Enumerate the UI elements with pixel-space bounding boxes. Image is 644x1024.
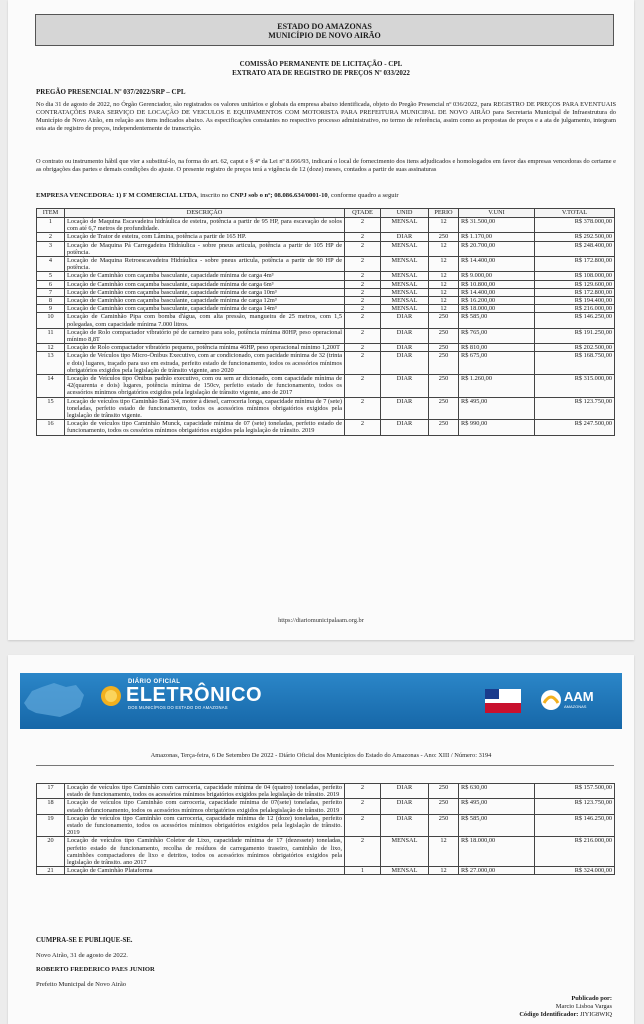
- row-period: 250: [429, 799, 459, 814]
- table-row: [37, 257, 615, 272]
- table-row: [37, 784, 615, 799]
- row-unit: DIAR: [381, 352, 429, 375]
- table-row: [37, 397, 615, 420]
- row-item: 15: [37, 397, 65, 420]
- items-table: [36, 208, 615, 436]
- row-item: 2: [37, 233, 65, 241]
- row-unit: MENSAL: [381, 305, 429, 313]
- table-row: [37, 867, 615, 875]
- row-description: Locação de Caminhão Pipa com bomba d'água, com alta pressão, mangueira de 25 metros, com 1,5 polegadas, com capacidade mínima 7.000 litros.: [65, 313, 345, 328]
- winning-company: [36, 192, 399, 199]
- row-description: Locação de Caminhão com caçamba basculante, capacidade mínima de carga 10m³: [65, 288, 345, 296]
- row-unit: MENSAL: [381, 272, 429, 280]
- row-description: Locação de Trator de esteira, com Lâmina, potência a partir de 165 HP.: [65, 233, 345, 241]
- table-row: [37, 328, 615, 343]
- row-item: 11: [37, 328, 65, 343]
- row-unit: MENSAL: [381, 241, 429, 256]
- col-unit: UNID: [381, 209, 429, 218]
- company-name: EMPRESA VENCEDORA: 1) F M COMERCIAL LTDA: [36, 192, 197, 199]
- row-item: 8: [37, 297, 65, 305]
- amazonas-map-icon: [20, 673, 90, 729]
- row-unit-value: R$ 20.700,00: [459, 241, 535, 256]
- row-description: Locação de Maquina Retroescavadeira Hidráulica - sobre pneus articula, potência a partir de 90 HP de potência.: [65, 257, 345, 272]
- row-period: 12: [429, 288, 459, 296]
- logo-big: ELETRÔNICO: [126, 684, 263, 706]
- row-quantity: 2: [345, 297, 381, 305]
- row-description: Locação de veículos tipo Caminhão com carroceria, capacidade mínima de 07(sete) toneladas, perfeito estado defuncionamento, todos os acessórios mínimos obrigatórios exigidos pelalegislação de trânsito. 2019: [65, 799, 345, 814]
- row-total-value: R$ 123.750,00: [535, 397, 615, 420]
- row-item: 18: [37, 799, 65, 814]
- row-quantity: 2: [345, 241, 381, 256]
- pregao-title: PREGÃO PRESENCIAL Nº 037/2022/SRP – CPL: [36, 88, 186, 96]
- row-period: 12: [429, 305, 459, 313]
- published-name: Marcio Lisboa Vargas: [555, 1003, 612, 1010]
- table-row: [37, 280, 615, 288]
- code-label: Código Identificador:: [519, 1011, 579, 1018]
- logo-small: DIÁRIO OFICIAL: [128, 679, 181, 685]
- table-row: [37, 352, 615, 375]
- row-unit: DIAR: [381, 397, 429, 420]
- table-row: [37, 297, 615, 305]
- table-row: [37, 420, 615, 435]
- row-quantity: 2: [345, 784, 381, 799]
- company-end: , conforme quadro a seguir: [327, 192, 399, 199]
- row-description: Locação de Caminhão com caçamba basculante, capacidade mínima de carga 14m³: [65, 305, 345, 313]
- row-unit-value: R$ 810,00: [459, 344, 535, 352]
- row-quantity: 2: [345, 288, 381, 296]
- row-period: 250: [429, 352, 459, 375]
- row-period: 12: [429, 297, 459, 305]
- row-unit: DIAR: [381, 814, 429, 837]
- col-quantity: QTADE: [345, 209, 381, 218]
- document-page-2: [8, 655, 634, 1024]
- publication-info: [519, 995, 612, 1019]
- row-period: 250: [429, 375, 459, 398]
- aam-subtext: AMAZONAS: [564, 704, 587, 709]
- row-quantity: 2: [345, 257, 381, 272]
- table-row: [37, 344, 615, 352]
- signatory-role: Prefeito Municipal de Novo Airão: [36, 981, 127, 988]
- row-total-value: R$ 146.250,00: [535, 313, 615, 328]
- row-item: 9: [37, 305, 65, 313]
- row-item: 16: [37, 420, 65, 435]
- row-quantity: 2: [345, 313, 381, 328]
- aam-logo: [540, 687, 610, 717]
- row-item: 13: [37, 352, 65, 375]
- code-value: JIYIG8WIQ: [580, 1011, 612, 1018]
- row-total-value: R$ 191.250,00: [535, 328, 615, 343]
- row-unit-value: R$ 495,00: [459, 397, 535, 420]
- table-row: [37, 272, 615, 280]
- row-unit: DIAR: [381, 328, 429, 343]
- row-unit-value: R$ 675,00: [459, 352, 535, 375]
- diario-banner: [20, 673, 622, 729]
- row-unit-value: R$ 495,00: [459, 799, 535, 814]
- signatory-name: ROBERTO FREDERICO PAES JUNIOR: [36, 966, 155, 973]
- footer-url[interactable]: https://diariomunicipalaam.org.br: [278, 617, 364, 624]
- table-row: [37, 305, 615, 313]
- row-unit: DIAR: [381, 784, 429, 799]
- row-description: Locação de Caminhão com caçamba basculante, capacidade mínima de carga 4m³: [65, 272, 345, 280]
- row-description: Locação de Maquina Escavadeira hidráulica de esteira, potência a partir de 95 HP, para escavação de solos com até 6,7 metros de profundidade.: [65, 218, 345, 233]
- row-period: 250: [429, 344, 459, 352]
- row-description: Locação de Caminhão Plataforma: [65, 867, 345, 875]
- row-unit-value: R$ 27.000,00: [459, 867, 535, 875]
- cumpra-se: CUMPRA-SE E PUBLIQUE-SE.: [36, 937, 133, 944]
- divider: [36, 765, 614, 766]
- col-item: ITEM: [37, 209, 65, 218]
- row-description: Locação de veículos tipo Caminhão Munck, capacidade mínima de 07 (sete) toneladas, perfeito estado de funcionamento, todos os cessórios mínimos obrigatórios exigidos pela legislação de trânsito. 2019: [65, 420, 345, 435]
- seal-icon: [100, 685, 122, 707]
- col-description: DESCRIÇÃO: [65, 209, 345, 218]
- row-period: 12: [429, 257, 459, 272]
- header-box: [35, 14, 614, 46]
- row-total-value: R$ 123.750,00: [535, 799, 615, 814]
- row-unit-value: R$ 990,00: [459, 420, 535, 435]
- row-description: Locação de veículos tipo Caminhão com carroceria, capacidade mínima de 12 (doze) toneladas, perfeito estado de funcionamento, todos os acessórios mínimos obrigatórios exigidos pela legislação de trânsito. 2019: [65, 814, 345, 837]
- row-total-value: R$ 248.400,00: [535, 241, 615, 256]
- row-quantity: 1: [345, 867, 381, 875]
- table-row: [37, 241, 615, 256]
- table-row: [37, 837, 615, 867]
- row-period: 250: [429, 397, 459, 420]
- table-row: [37, 313, 615, 328]
- row-total-value: R$ 216.000,00: [535, 305, 615, 313]
- row-period: 12: [429, 272, 459, 280]
- diario-logo: [100, 679, 262, 710]
- row-unit-value: R$ 18.000,00: [459, 837, 535, 867]
- row-quantity: 2: [345, 837, 381, 867]
- col-total-value: V.TOTAL: [535, 209, 615, 218]
- table-row: [37, 233, 615, 241]
- row-period: 12: [429, 218, 459, 233]
- paragraph-intro: No dia 31 de agosto de 2022, no Órgão Gerenciador, são registrados os valores unitários e globais da empresa abaixo identificada, objeto do Pregão Presencial nº 036/2022, para REGISTRO DE PREÇOS PARA EVENTUAIS CONTRATAÇÕES PARA SERVIÇO DE LOCAÇÃO DE VEICULOS E EQUIPAMENTOS COM MOTORISTA PARA PREFEITURA MUNICIPAL DE NOVO AIRÃO para Secretaria Municipal de Infraestrutura do Município de Novo Airão, em relação aos itens indicados abaixo. As especificações constantes no respectivo processo administrativo, no termo de referência, assim como as propostas de preços e a ata de julgamento, integram esta ata de registro de preços, independentemente de transcrição.: [36, 101, 616, 132]
- row-unit: MENSAL: [381, 257, 429, 272]
- row-quantity: 2: [345, 375, 381, 398]
- row-unit-value: R$ 765,00: [459, 328, 535, 343]
- row-unit: DIAR: [381, 313, 429, 328]
- commission-title: COMISSÃO PERMANENTE DE LICITAÇÃO - CPL: [239, 60, 403, 68]
- row-quantity: 2: [345, 218, 381, 233]
- row-unit: DIAR: [381, 420, 429, 435]
- row-unit: MENSAL: [381, 280, 429, 288]
- row-unit-value: R$ 585,00: [459, 814, 535, 837]
- aam-text: AAM: [564, 689, 594, 704]
- col-period: PERIO: [429, 209, 459, 218]
- row-description: Locação de Caminhão com caçamba basculante, capacidade mínima de carga 6m³: [65, 280, 345, 288]
- row-description: Locação de veículos tipo Caminhão com carroceria, capacidade mínima de 04 (quatro) toneladas, perfeito estado de funcionamento, todos os acessórios mínimos brigatórios exigidos pela legislação de trânsito. 2019: [65, 784, 345, 799]
- row-total-value: R$ 168.750,00: [535, 352, 615, 375]
- row-item: 10: [37, 313, 65, 328]
- row-unit: MENSAL: [381, 288, 429, 296]
- col-unit-value: V.UNI: [459, 209, 535, 218]
- row-description: Locação de veículos tipo Caminhão Baú 3/4, motor à diesel, carroceria longa, capacidade mínima de 7 (sete) toneladas, perfeito estado de funcionamento, todos os acessórios mínimos obrigatórios exigidos pela legislação de trânsito vigente.: [65, 397, 345, 420]
- row-period: 250: [429, 233, 459, 241]
- row-description: Locação de Rolo compactador vibratório pé de carneiro para solo, potência mínima 80HP, peso operacional mínimo 8,8T: [65, 328, 345, 343]
- aam-emblem-icon: [540, 689, 562, 711]
- row-total-value: R$ 157.500,00: [535, 784, 615, 799]
- row-unit: MENSAL: [381, 297, 429, 305]
- row-quantity: 2: [345, 280, 381, 288]
- row-total-value: R$ 247.500,00: [535, 420, 615, 435]
- row-item: 4: [37, 257, 65, 272]
- row-total-value: R$ 324.000,00: [535, 867, 615, 875]
- row-description: Locação de Maquina Pá Carregadeira Hidráulica - sobre pneus articula, potência a partir de 105 HP de potência.: [65, 241, 345, 256]
- row-quantity: 2: [345, 328, 381, 343]
- row-item: 5: [37, 272, 65, 280]
- row-description: Locação de Caminhão com caçamba basculante, capacidade mínima de carga 12m³: [65, 297, 345, 305]
- table-row: [37, 799, 615, 814]
- extract-title: EXTRATO ATA DE REGISTRO DE PREÇOS Nº 033/2022: [232, 69, 410, 77]
- row-period: 250: [429, 313, 459, 328]
- place-date: Novo Airão, 31 de agosto de 2022.: [36, 952, 128, 959]
- row-total-value: R$ 202.500,00: [535, 344, 615, 352]
- amazonas-flag-icon: [485, 689, 521, 713]
- row-unit-value: R$ 18.000,00: [459, 305, 535, 313]
- row-unit-value: R$ 1.260,00: [459, 375, 535, 398]
- row-unit: MENSAL: [381, 218, 429, 233]
- table-row: [37, 375, 615, 398]
- row-period: 250: [429, 328, 459, 343]
- header-municipality: MUNICÍPIO DE NOVO AIRÃO: [268, 31, 381, 40]
- row-unit: DIAR: [381, 375, 429, 398]
- row-unit-value: R$ 9.000,00: [459, 272, 535, 280]
- row-description: Locação de Veículos tipo Micro-Ônibus Executivo, com ar condicionado, com pacidade mínima de 32 (trinta e dois) lugares, traçado para uso em estrada, perfeito estado de funcionamento, todos os acessórios mínimos obrigatórios exigidos pela legislação de trânsito vigente, ano 2020: [65, 352, 345, 375]
- row-total-value: R$ 216.000,00: [535, 837, 615, 867]
- paragraph-contract: O contrato ou instrumento hábil que vier a substituí-lo, na forma do art. 62, caput e § 4º da Lei nº 8.666/93, indicará o local de fornecimento dos itens adjudicados e homologados em favor das empresas vencedoras do certame e as obrigações das partes e demais condições do ajuste. O presente registro de preços terá a vigência de 12 (doze) meses, contados a partir de suas assinaturas: [36, 158, 616, 173]
- row-total-value: R$ 129.600,00: [535, 280, 615, 288]
- row-unit-value: R$ 10.800,00: [459, 280, 535, 288]
- row-quantity: 2: [345, 352, 381, 375]
- row-unit: DIAR: [381, 344, 429, 352]
- row-unit: MENSAL: [381, 837, 429, 867]
- row-unit-value: R$ 630,00: [459, 784, 535, 799]
- row-total-value: R$ 146.250,00: [535, 814, 615, 837]
- row-item: 6: [37, 280, 65, 288]
- row-item: 20: [37, 837, 65, 867]
- row-description: Locação de veículos tipo Caminhão Coletor de Lixo, capacidade mínima de 17 (dezessete) toneladas, perfeito estado de funcionamento, recolha de resíduos de carregamento traseiro, caminhão de lixo, caminhões compactadores de lixo e detritos, todos os acessórios mínimos obrigatórios exigidos pela legislação de trânsito. ano 2017: [65, 837, 345, 867]
- row-quantity: 2: [345, 420, 381, 435]
- row-unit-value: R$ 585,00: [459, 313, 535, 328]
- row-quantity: 2: [345, 344, 381, 352]
- row-quantity: 2: [345, 799, 381, 814]
- row-quantity: 2: [345, 397, 381, 420]
- row-item: 19: [37, 814, 65, 837]
- row-total-value: R$ 315.000,00: [535, 375, 615, 398]
- commission-heading: [8, 60, 634, 78]
- row-unit: MENSAL: [381, 867, 429, 875]
- row-total-value: R$ 172.800,00: [535, 288, 615, 296]
- row-total-value: R$ 172.800,00: [535, 257, 615, 272]
- row-period: 250: [429, 420, 459, 435]
- row-period: 12: [429, 867, 459, 875]
- items-table-continued: [36, 783, 615, 875]
- logo-sub: DOS MUNICÍPIOS DO ESTADO DO AMAZONAS: [128, 705, 228, 710]
- row-quantity: 2: [345, 814, 381, 837]
- row-unit-value: R$ 1.170,00: [459, 233, 535, 241]
- row-item: 3: [37, 241, 65, 256]
- header-state: ESTADO DO AMAZONAS: [277, 22, 372, 31]
- table-row: [37, 288, 615, 296]
- row-description: Locação de Veículos tipo Ônibus padrão executivo, com ou sem ar dicionado, com capacidade mínima de 42(quarenta e dois) lugares, potência mínima de 150cv, perfeito estado de funcionamento, todos os acessórios mínimos obrigatórios exigidos pela legislação de trânsito vigente, ano de 2017: [65, 375, 345, 398]
- row-unit-value: R$ 14.400,00: [459, 257, 535, 272]
- row-total-value: R$ 108.000,00: [535, 272, 615, 280]
- table-header-row: [37, 209, 615, 218]
- row-period: 250: [429, 784, 459, 799]
- row-quantity: 2: [345, 305, 381, 313]
- row-item: 21: [37, 867, 65, 875]
- row-unit-value: R$ 16.200,00: [459, 297, 535, 305]
- row-period: 12: [429, 280, 459, 288]
- row-item: 14: [37, 375, 65, 398]
- row-total-value: R$ 194.400,00: [535, 297, 615, 305]
- published-label: Publicado por:: [571, 995, 612, 1002]
- document-page-1: [8, 0, 634, 640]
- row-unit-value: R$ 31.500,00: [459, 218, 535, 233]
- edition-dateline: Amazonas, Terça-feira, 6 De Setembro De 2022 - Diário Oficial dos Municípios do Estado do Amazonas - Ano: XIII / Número: 3194: [150, 752, 492, 759]
- row-item: 1: [37, 218, 65, 233]
- row-description: Locação de Rolo compactador vibratório pequeno, potência mínima 46HP, peso operacional mínimo 1,200T: [65, 344, 345, 352]
- table-row: [37, 814, 615, 837]
- row-total-value: R$ 378.000,00: [535, 218, 615, 233]
- company-mid: , inscrito no: [196, 192, 229, 199]
- row-total-value: R$ 292.500,00: [535, 233, 615, 241]
- table-row: [37, 218, 615, 233]
- row-period: 12: [429, 837, 459, 867]
- row-unit: DIAR: [381, 799, 429, 814]
- row-item: 7: [37, 288, 65, 296]
- row-period: 12: [429, 241, 459, 256]
- row-period: 250: [429, 814, 459, 837]
- row-quantity: 2: [345, 233, 381, 241]
- row-unit: DIAR: [381, 233, 429, 241]
- row-item: 12: [37, 344, 65, 352]
- row-unit-value: R$ 14.400,00: [459, 288, 535, 296]
- row-quantity: 2: [345, 272, 381, 280]
- row-item: 17: [37, 784, 65, 799]
- company-cnpj: CNPJ sob o nº; 08.086.634/0001-10: [229, 192, 328, 199]
